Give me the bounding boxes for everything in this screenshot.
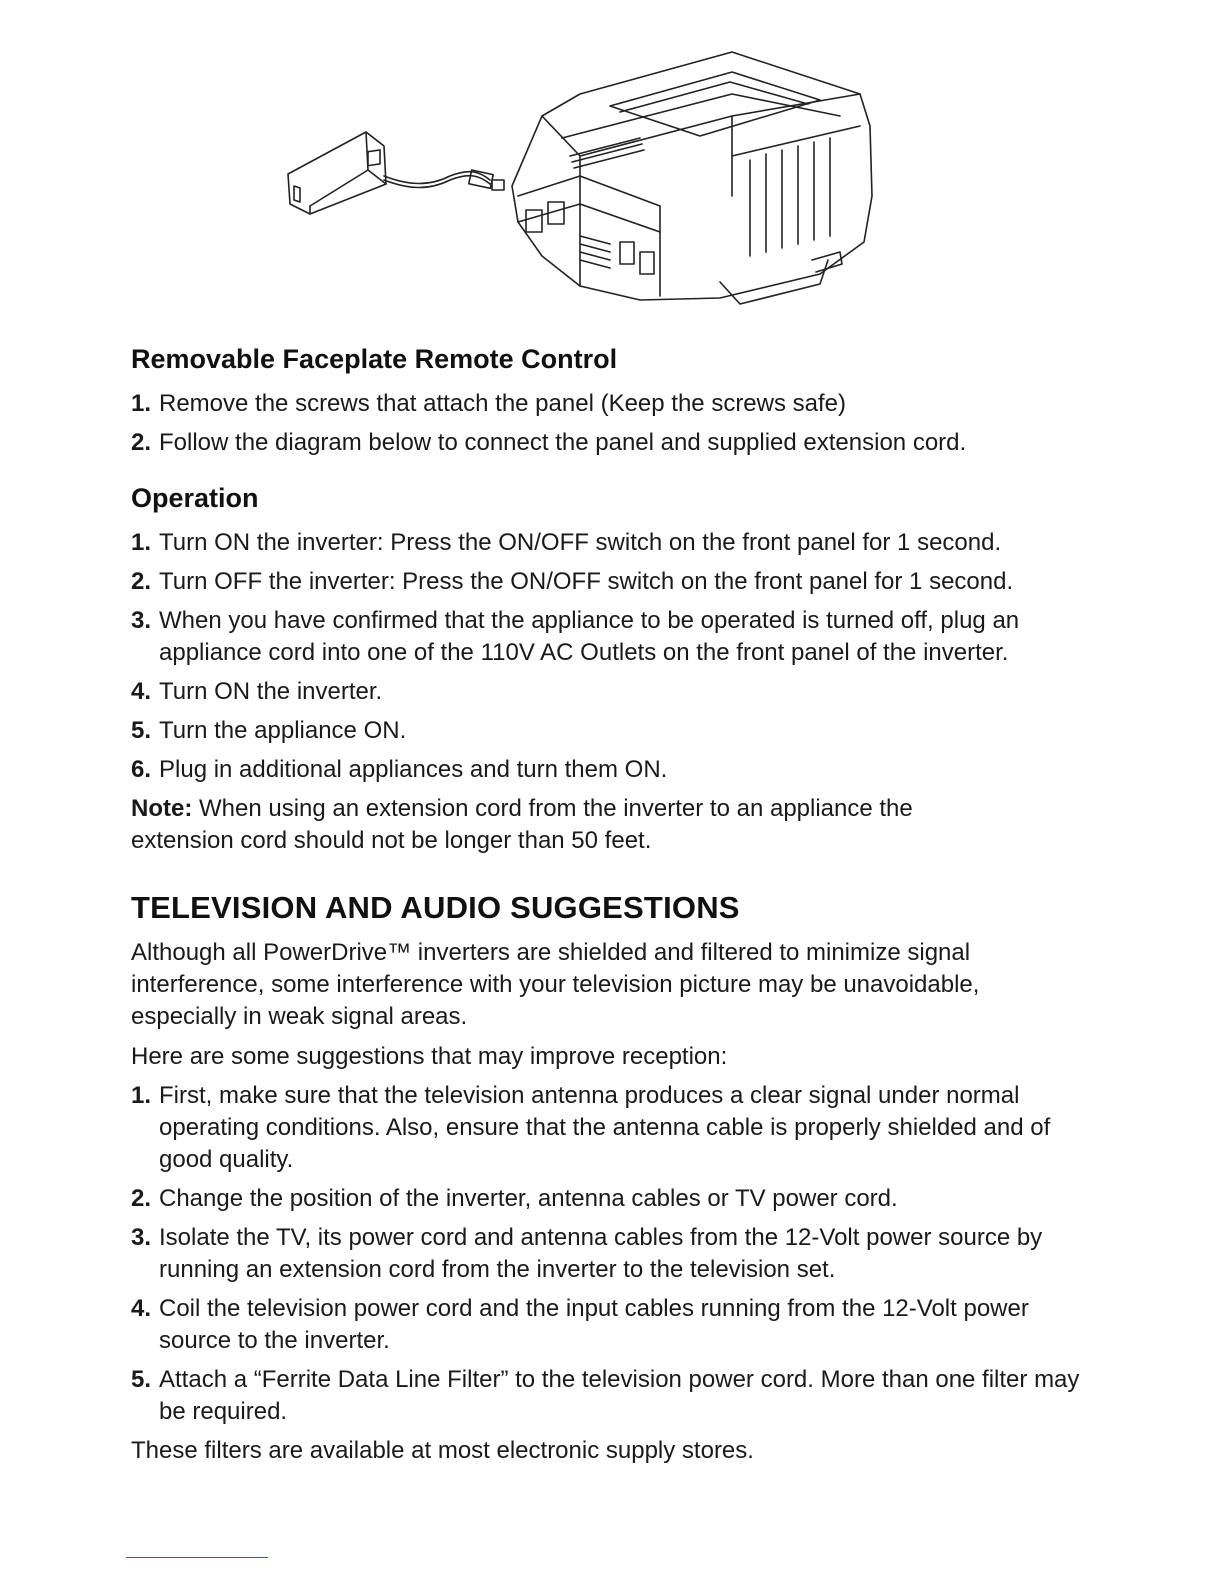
note-text: When using an extension cord from the inverter to an appliance the extension cord should not be longer than 50 feet. — [131, 795, 913, 854]
list-item — [131, 1080, 1091, 1176]
list-item — [131, 605, 1091, 669]
step-number: 2. — [131, 568, 152, 595]
page-content — [131, 340, 1091, 1467]
step-number: 2. — [131, 429, 152, 456]
footer-rule — [126, 1557, 268, 1558]
faceplate-heading: Removable Faceplate Remote Control — [131, 344, 618, 374]
operation-steps — [131, 527, 1091, 786]
list-item — [131, 388, 1091, 420]
step-text: When you have confirmed that the appliance to be operated is turned off, plug an appliance cord into one of the 110V AC Outlets on the front panel of the inverter. — [159, 607, 1020, 666]
list-item — [131, 1183, 1091, 1215]
step-text: Turn OFF the inverter: Press the ON/OFF switch on the front panel for 1 second. — [159, 568, 1014, 595]
list-item — [131, 566, 1091, 598]
tv-steps — [131, 1080, 1091, 1428]
tv-audio-heading: TELEVISION AND AUDIO SUGGESTIONS — [131, 890, 740, 925]
step-number: 4. — [131, 678, 152, 705]
inverter-remote-diagram — [280, 46, 890, 314]
inverter-body-drawing — [512, 52, 872, 304]
step-text: Plug in additional appliances and turn them ON. — [159, 756, 668, 783]
list-item — [131, 1293, 1091, 1357]
operation-heading: Operation — [131, 483, 259, 513]
step-number: 5. — [131, 1366, 152, 1393]
step-text: Isolate the TV, its power cord and antenna cables from the 12-Volt power source by running an extension cord from the inverter to the television set. — [159, 1224, 1043, 1283]
list-item — [131, 754, 1091, 786]
step-text: Follow the diagram below to connect the panel and supplied extension cord. — [159, 429, 967, 456]
note-label: Note: — [131, 795, 193, 822]
list-item — [131, 527, 1091, 559]
extension-cord-drawing — [384, 170, 504, 190]
list-item — [131, 715, 1091, 747]
step-text: Turn ON the inverter: Press the ON/OFF switch on the front panel for 1 second. — [159, 529, 1002, 556]
step-number: 1. — [131, 390, 152, 417]
list-item — [131, 1222, 1091, 1286]
step-number: 1. — [131, 1082, 152, 1109]
step-text: Coil the television power cord and the input cables running from the 12-Volt power source to the inverter. — [159, 1295, 1029, 1354]
operation-note — [131, 793, 1091, 857]
step-number: 6. — [131, 756, 152, 783]
step-text: Attach a “Ferrite Data Line Filter” to the television power cord. More than one filter may be required. — [159, 1366, 1080, 1425]
tv-intro: Although all PowerDrive™ inverters are shielded and filtered to minimize signal interference, some interference with your television picture may be unavoidable, especially in weak signal areas. — [131, 939, 980, 1030]
step-text: Turn ON the inverter. — [159, 678, 383, 705]
tv-lead: Here are some suggestions that may improve reception: — [131, 1043, 728, 1070]
list-item — [131, 1364, 1091, 1428]
step-number: 5. — [131, 717, 152, 744]
remote-panel-drawing — [288, 132, 386, 214]
tv-closing: These filters are available at most electronic supply stores. — [131, 1437, 754, 1464]
list-item — [131, 676, 1091, 708]
list-item — [131, 427, 1091, 459]
faceplate-steps — [131, 388, 1091, 459]
step-text: Remove the screws that attach the panel (Keep the screws safe) — [159, 390, 847, 417]
step-text: Change the position of the inverter, antenna cables or TV power cord. — [159, 1185, 898, 1212]
step-number: 3. — [131, 607, 152, 634]
step-number: 4. — [131, 1295, 152, 1322]
step-text: First, make sure that the television antenna produces a clear signal under normal operating conditions. Also, ensure that the antenna cable is properly shielded and of good quality. — [159, 1082, 1051, 1173]
step-text: Turn the appliance ON. — [159, 717, 407, 744]
step-number: 2. — [131, 1185, 152, 1212]
step-number: 3. — [131, 1224, 152, 1251]
step-number: 1. — [131, 529, 152, 556]
